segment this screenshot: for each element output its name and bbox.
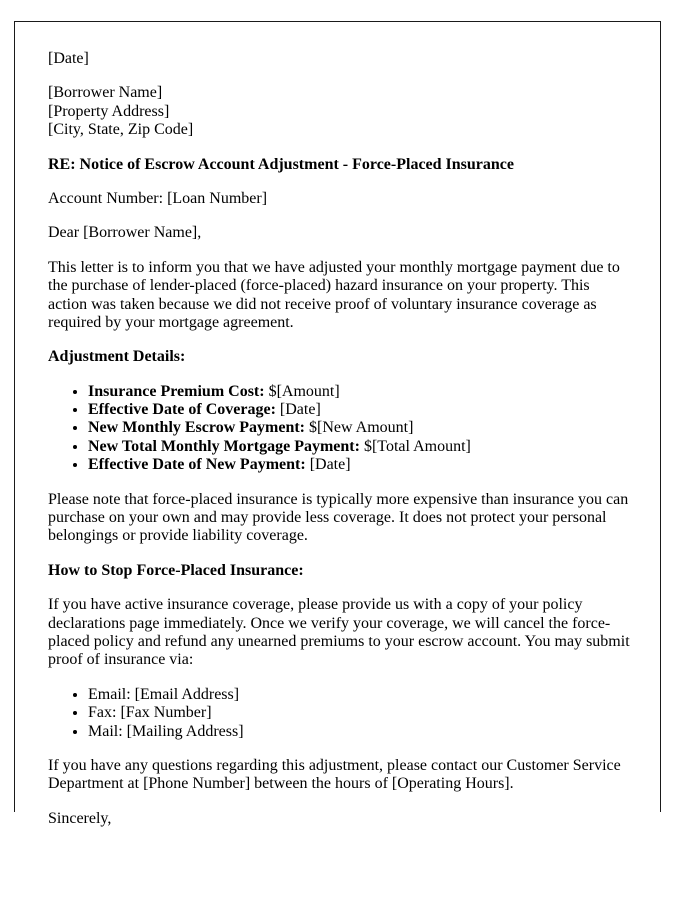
adjustment-item-escrow-payment <box>88 419 630 437</box>
subject-line <box>48 156 630 174</box>
proof-submission-list <box>48 686 630 741</box>
adjustment-item-label: Insurance Premium Cost: <box>88 382 265 400</box>
account-number-line: Account Number: [Loan Number] <box>48 189 268 207</box>
adjustment-item-value: $[New Amount] <box>305 419 414 437</box>
subject-line-text: RE: Notice of Escrow Account Adjustment - Force-Placed Insurance <box>48 155 515 173</box>
adjustment-item-value: [Date] <box>275 401 321 419</box>
stop-insurance-heading-text: How to Stop Force-Placed Insurance: <box>48 561 304 579</box>
adjustment-item-label: Effective Date of Coverage: <box>88 401 276 419</box>
recipient-city-state-zip: [City, State, Zip Code] <box>48 121 194 139</box>
adjustment-item-label: New Monthly Escrow Payment: <box>88 419 306 437</box>
letter-date: [Date] <box>48 50 89 67</box>
stop-insurance-heading <box>48 562 630 580</box>
adjustment-details-list <box>48 383 630 475</box>
recipient-name: [Borrower Name] <box>48 84 163 102</box>
adjustment-item-coverage-date <box>88 401 630 419</box>
intro-paragraph: This letter is to inform you that we have adjusted your monthly mortgage payment due to the purchase of lender-placed (force-placed) hazard insurance on your property. This action was taken because we did not receive proof of voluntary insurance coverage as required by your mortgage agreement. <box>48 258 620 331</box>
salutation: Dear [Borrower Name], <box>48 224 202 242</box>
adjustment-details-heading <box>48 348 630 366</box>
adjustment-item-premium-cost <box>88 383 630 401</box>
proof-item-mail: • Mail: [Mailing Address] <box>88 723 630 741</box>
stop-insurance-paragraph: If you have active insurance coverage, please provide us with a copy of your policy declarations page immediately. Once we verify your coverage, we will cancel the force-placed policy and refund any unearned premiums to your escrow account. You may submit proof of insurance via: <box>48 596 630 669</box>
adjustment-item-value: $[Total Amount] <box>359 437 471 455</box>
letter-page <box>14 21 661 827</box>
adjustment-item-total-payment <box>88 438 630 456</box>
adjustment-item-label: New Total Monthly Mortgage Payment: <box>88 437 360 455</box>
note-paragraph: Please note that force-placed insurance is typically more expensive than insurance you can purchase on your own and may provide less coverage. It does not protect your personal belongings or provide liability coverage. <box>48 490 629 545</box>
questions-paragraph: If you have any questions regarding this adjustment, please contact our Customer Service Department at [Phone Number] between the hours of [Operating Hours]. <box>48 756 621 793</box>
adjustment-item-value: $[Amount] <box>264 382 340 400</box>
proof-item-fax: • Fax: [Fax Number] <box>88 704 630 722</box>
recipient-address-block <box>48 84 630 139</box>
closing-line: Sincerely, <box>48 809 112 827</box>
adjustment-item-label: Effective Date of New Payment: <box>88 456 306 474</box>
adjustment-item-new-payment-date <box>88 456 630 474</box>
recipient-property-address: [Property Address] <box>48 102 170 120</box>
proof-item-email: • Email: [Email Address] <box>88 686 630 704</box>
adjustment-details-heading-text: Adjustment Details: <box>48 348 186 366</box>
adjustment-item-value: [Date] <box>305 456 351 474</box>
